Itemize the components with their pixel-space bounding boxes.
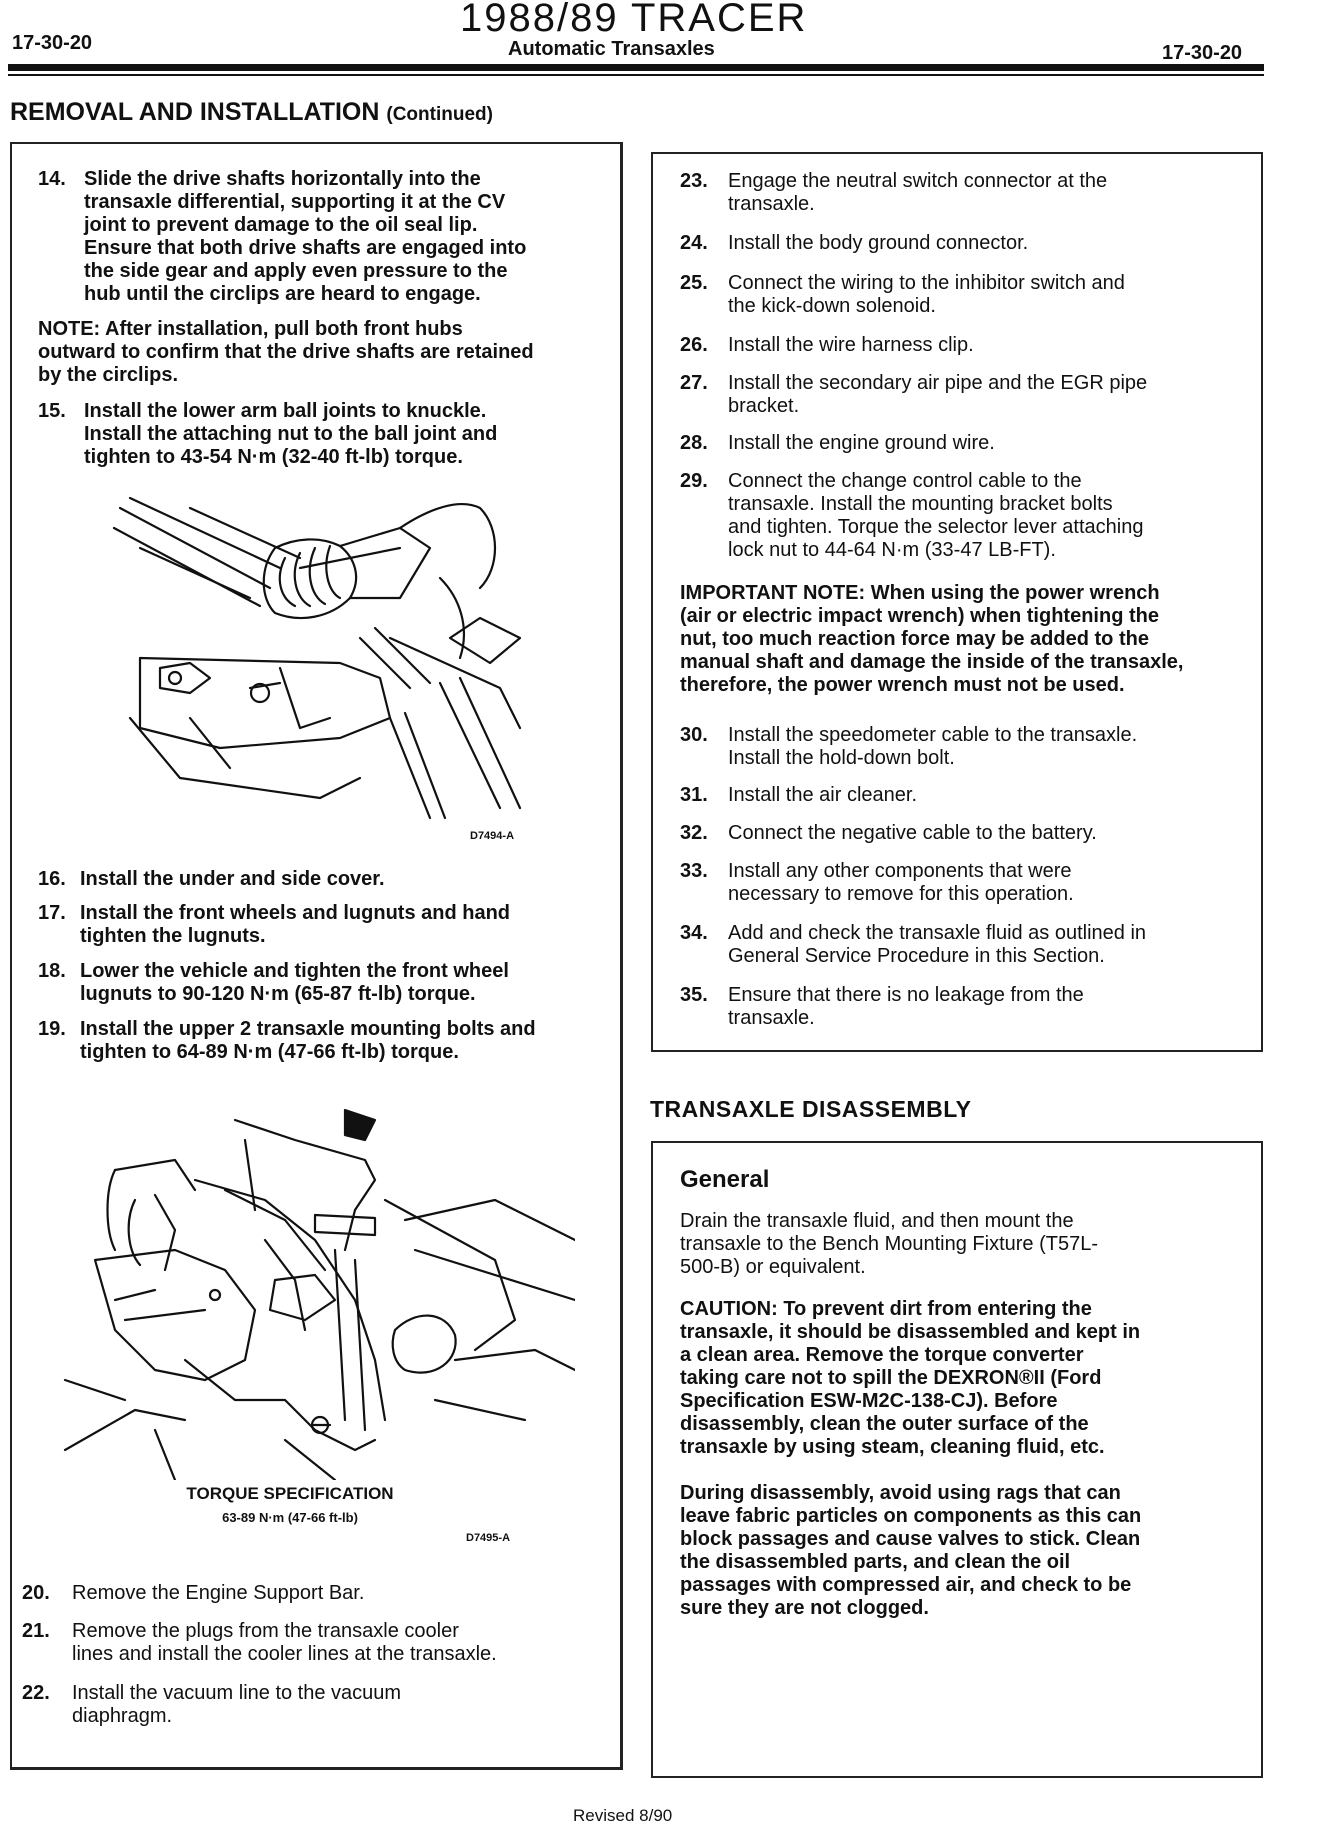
note-line: NOTE: After installation, pull both front hubs <box>38 318 463 340</box>
step-line: Install the hold-down bolt. <box>728 747 955 769</box>
step-number: 16. <box>38 868 66 890</box>
important-line: therefore, the power wrench must not be used. <box>680 674 1125 696</box>
step-number: 27. <box>680 372 708 394</box>
step-line: transaxle. Install the mounting bracket bolts <box>728 493 1113 515</box>
torque-spec-caption: TORQUE SPECIFICATION <box>186 1484 394 1503</box>
step-line: transaxle differential, supporting it at the CV <box>84 191 506 213</box>
transaxle-disassembly-title: TRANSAXLE DISASSEMBLY <box>650 1096 972 1122</box>
step-line: tighten to 64-89 N·m (47-66 ft-lb) torque. <box>80 1041 459 1063</box>
step-line: lock nut to 44-64 N·m (33-47 LB-FT). <box>728 539 1056 561</box>
step-line: and tighten. Torque the selector lever attaching <box>728 516 1144 538</box>
step-number: 25. <box>680 272 708 294</box>
step-number: 33. <box>680 860 708 882</box>
caution-line: Specification ESW-M2C-138-CJ). Before <box>680 1390 1058 1412</box>
step-line: Install the under and side cover. <box>80 868 385 890</box>
document-subtitle: Automatic Transaxles <box>508 38 715 60</box>
step-number: 34. <box>680 922 708 944</box>
step-line: Install the vacuum line to the vacuum <box>72 1682 402 1704</box>
step-line: Remove the plugs from the transaxle cooler <box>72 1620 459 1642</box>
step-line: Install the body ground connector. <box>728 232 1029 254</box>
during-line: the disassembled parts, and clean the oil <box>680 1551 1071 1573</box>
section-title <box>10 98 493 127</box>
revision-footer: Revised 8/90 <box>573 1806 673 1825</box>
step-line: necessary to remove for this operation. <box>728 883 1074 905</box>
step-number: 26. <box>680 334 708 356</box>
step-number: 21. <box>22 1620 50 1642</box>
step-line: the side gear and apply even pressure to the <box>84 260 508 282</box>
step-line: joint to prevent damage to the oil seal lip. <box>84 214 478 236</box>
important-line: (air or electric impact wrench) when tightening the <box>680 605 1159 627</box>
important-line: IMPORTANT NOTE: When using the power wrench <box>680 582 1160 604</box>
step-line: Lower the vehicle and tighten the front wheel <box>80 960 509 982</box>
step-line: Connect the negative cable to the battery. <box>728 822 1097 844</box>
step-line: lugnuts to 90-120 N·m (65-87 ft-lb) torque. <box>80 983 476 1005</box>
figure-1-label: D7494-A <box>470 830 515 842</box>
step-number: 29. <box>680 470 708 492</box>
step-number: 14. <box>38 168 66 190</box>
step-line: Engage the neutral switch connector at the <box>728 170 1108 192</box>
step-number: 20. <box>22 1582 50 1604</box>
header-rule-thin <box>8 74 1264 76</box>
step-line: tighten the lugnuts. <box>80 925 266 947</box>
step-number: 23. <box>680 170 708 192</box>
during-line: During disassembly, avoid using rags that can <box>680 1482 1121 1504</box>
step-number: 24. <box>680 232 708 254</box>
step-line: Install the speedometer cable to the transaxle. <box>728 724 1138 746</box>
important-note <box>680 582 1240 697</box>
step-number: 28. <box>680 432 708 454</box>
step-number: 15. <box>38 400 66 422</box>
step-line: bracket. <box>728 395 800 417</box>
general-line: Drain the transaxle fluid, and then mount the <box>680 1210 1074 1232</box>
figure-2-label: D7495-A <box>466 1532 511 1544</box>
general-title: General <box>680 1166 770 1193</box>
caution-line: CAUTION: To prevent dirt from entering the <box>680 1298 1092 1320</box>
step-line: Install the engine ground wire. <box>728 432 995 454</box>
step-line: Install the upper 2 transaxle mounting bolts and <box>80 1018 536 1040</box>
caution-line: transaxle, it should be disassembled and kept in <box>680 1321 1141 1343</box>
step-number: 17. <box>38 902 66 924</box>
caution-paragraph <box>680 1298 1240 1459</box>
caution-line: disassembly, clean the outer surface of the <box>680 1413 1089 1435</box>
during-line: passages with compressed air, and check to be <box>680 1574 1132 1596</box>
caution-line: a clean area. Remove the torque converter <box>680 1344 1084 1366</box>
step-line: the kick-down solenoid. <box>728 295 936 317</box>
general-line: transaxle to the Bench Mounting Fixture (T57L- <box>680 1233 1098 1255</box>
step-line: Install the attaching nut to the ball joint and <box>84 423 498 445</box>
document-title: 1988/89 TRACER <box>460 0 808 40</box>
step-line: transaxle. <box>728 1007 815 1029</box>
step-line: Slide the drive shafts horizontally into the <box>84 168 481 190</box>
step-number: 22. <box>22 1682 50 1704</box>
during-line: block passages and cause valves to stick. Clean <box>680 1528 1141 1550</box>
step-number: 31. <box>680 784 708 806</box>
note-paragraph <box>38 318 598 387</box>
note-line: by the circlips. <box>38 364 179 386</box>
mounting-bolt-illustration <box>55 1100 575 1480</box>
step-line: tighten to 43-54 N·m (32-40 ft-lb) torque. <box>84 446 463 468</box>
section-title-text: REMOVAL AND INSTALLATION <box>10 98 380 126</box>
important-line: manual shaft and damage the inside of the transaxle, <box>680 651 1184 673</box>
step-line: Install the lower arm ball joints to knuckle. <box>84 400 487 422</box>
page-number-left: 17-30-20 <box>12 32 93 54</box>
step-line: Install any other components that were <box>728 860 1072 882</box>
important-line: nut, too much reaction force may be added to the <box>680 628 1149 650</box>
step-line: Add and check the transaxle fluid as outlined in <box>728 922 1147 944</box>
during-disassembly-paragraph <box>680 1482 1240 1620</box>
step-line: Install the wire harness clip. <box>728 334 974 356</box>
step-line: hub until the circlips are heard to engage. <box>84 283 481 305</box>
step-line: transaxle. <box>728 193 815 215</box>
step-line: Connect the change control cable to the <box>728 470 1082 492</box>
page-number-right: 17-30-20 <box>1162 42 1243 64</box>
note-line: outward to confirm that the drive shafts are retained <box>38 341 534 363</box>
step-line: Install the air cleaner. <box>728 784 917 806</box>
step-line: Ensure that there is no leakage from the <box>728 984 1084 1006</box>
during-line: leave fabric particles on components as this can <box>680 1505 1142 1527</box>
step-line: Connect the wiring to the inhibitor switch and <box>728 272 1125 294</box>
ball-joint-illustration <box>100 488 560 828</box>
caution-line: taking care not to spill the DEXRON®II (Ford <box>680 1367 1102 1389</box>
step-line: diaphragm. <box>72 1705 173 1727</box>
general-line: 500-B) or equivalent. <box>680 1256 866 1278</box>
torque-spec-value: 63-89 N·m (47-66 ft-lb) <box>222 1510 358 1525</box>
section-title-suffix: (Continued) <box>386 104 493 125</box>
step-number: 32. <box>680 822 708 844</box>
header-rule <box>8 64 1264 71</box>
general-paragraph <box>680 1210 1240 1279</box>
step-line: Install the front wheels and lugnuts and hand <box>80 902 511 924</box>
step-number: 18. <box>38 960 66 982</box>
step-number: 35. <box>680 984 708 1006</box>
step-number: 19. <box>38 1018 66 1040</box>
step-number: 30. <box>680 724 708 746</box>
step-line: Ensure that both drive shafts are engaged into <box>84 237 527 259</box>
during-line: sure they are not clogged. <box>680 1597 929 1619</box>
caution-line: transaxle by using steam, cleaning fluid, etc. <box>680 1436 1105 1458</box>
step-line: lines and install the cooler lines at the transaxle. <box>72 1643 497 1665</box>
step-line: Install the secondary air pipe and the EGR pipe <box>728 372 1148 394</box>
step-line: General Service Procedure in this Section. <box>728 945 1105 967</box>
step-line: Remove the Engine Support Bar. <box>72 1582 365 1604</box>
